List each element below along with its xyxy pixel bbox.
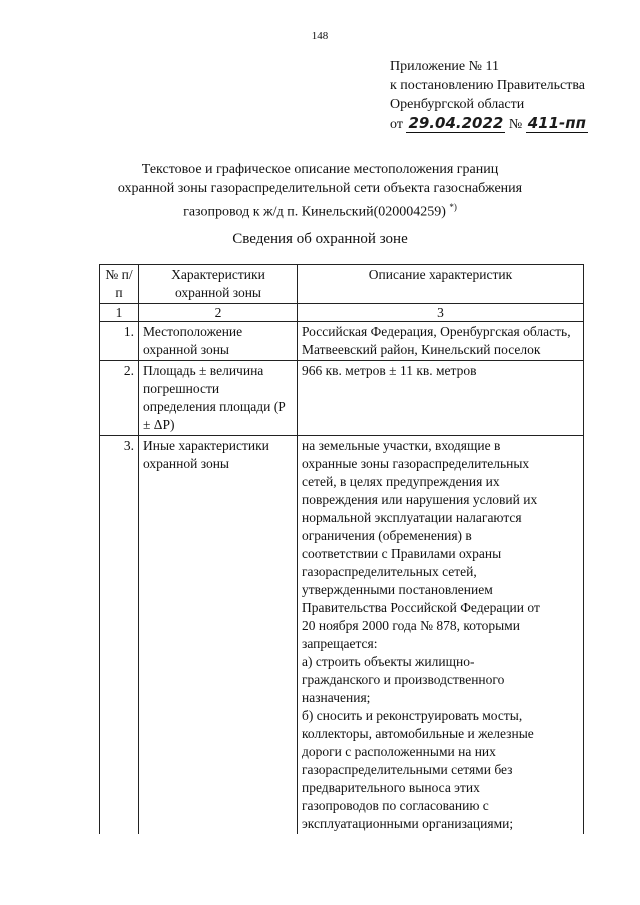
appendix-line-3: Оренбургской области	[390, 97, 525, 112]
row-number: 2.	[100, 361, 139, 436]
header-characteristics: Характеристики охранной зоны	[139, 265, 298, 304]
header-description: Описание характеристик	[298, 265, 584, 304]
description-line: газораспределительных сетей,	[302, 564, 477, 579]
index-cell: 1	[100, 304, 139, 322]
description-line: а) строить объекты жилищно-	[302, 654, 475, 669]
table-header-row	[100, 265, 584, 304]
description-line: нормальной эксплуатации налагаются	[302, 510, 522, 525]
row-characteristic: Местоположение охранной зоны	[139, 322, 298, 361]
description-line: 20 ноября 2000 года № 878, которыми	[302, 618, 520, 633]
description-line: коллекторы, автомобильные и железные	[302, 726, 534, 741]
protection-zone-table	[99, 264, 584, 834]
appendix-line-2: к постановлению Правительства	[390, 78, 586, 93]
row-description: Российская Федерация, Оренбургская область, Матвеевский район, Кинельский поселок	[298, 322, 584, 361]
table-row	[100, 361, 584, 436]
table-index-row	[100, 304, 584, 322]
description-line: запрещается:	[302, 636, 378, 651]
description-line: охранные зоны газораспределительных	[302, 456, 530, 471]
description-line: назначения;	[302, 690, 371, 705]
description-line: на земельные участки, входящие в	[302, 438, 501, 453]
description-line: повреждения или нарушения условий их	[302, 492, 538, 507]
description-line: газораспределительными сетями без	[302, 762, 513, 777]
row-characteristic: Иные характеристики охранной зоны	[139, 436, 298, 835]
date-prefix: от	[390, 117, 403, 132]
description-line: гражданского и производственного	[302, 672, 505, 687]
index-cell: 3	[298, 304, 584, 322]
title-line-1: Текстовое и графическое описание местоположения границ	[141, 162, 499, 177]
row-characteristic: Площадь ± величина погрешности определения площади (P ± ΔP)	[139, 361, 298, 436]
description-line: Правительства Российской Федерации от	[302, 600, 540, 615]
handwritten-number: 411-пп	[527, 114, 586, 132]
footnote-mark: *)	[449, 202, 457, 212]
description-line: дороги с расположенными на них	[302, 744, 496, 759]
description-line: б) сносить и реконструировать мосты,	[302, 708, 523, 723]
handwritten-date: 29.04.2022	[408, 114, 504, 132]
description-line: сетей, в целях предупреждения их	[302, 474, 500, 489]
index-cell: 2	[139, 304, 298, 322]
title-line-2: охранной зоны газораспределительной сети объекта газоснабжения	[117, 181, 523, 196]
row-number: 3.	[100, 436, 139, 835]
appendix-line-1: Приложение № 11	[390, 59, 499, 74]
description-line: предварительного выноса этих	[302, 780, 480, 795]
description-line: соответствии с Правилами охраны	[302, 546, 502, 561]
section-subtitle: Сведения об охранной зоне	[232, 231, 408, 247]
row-description	[298, 436, 584, 835]
description-line: газопроводов по согласованию с	[302, 798, 489, 813]
number-prefix: №	[508, 117, 523, 132]
appendix-date-line	[390, 114, 588, 134]
description-line: эксплуатационными организациями;	[302, 816, 514, 831]
table-row	[100, 436, 584, 835]
document-title	[80, 160, 560, 222]
title-line-3	[80, 198, 560, 222]
header-number: № п/п	[100, 265, 139, 304]
table-row	[100, 322, 584, 361]
description-line: утвержденными постановлением	[302, 582, 493, 597]
title-line-3-text: газопровод к ж/д п. Кинельский(020004259)	[183, 204, 446, 220]
page-number: 148	[311, 30, 329, 42]
description-line: ограничения (обременения) в	[302, 528, 472, 543]
row-description: 966 кв. метров ± 11 кв. метров	[298, 361, 584, 436]
appendix-block	[390, 57, 588, 134]
row-number: 1.	[100, 322, 139, 361]
